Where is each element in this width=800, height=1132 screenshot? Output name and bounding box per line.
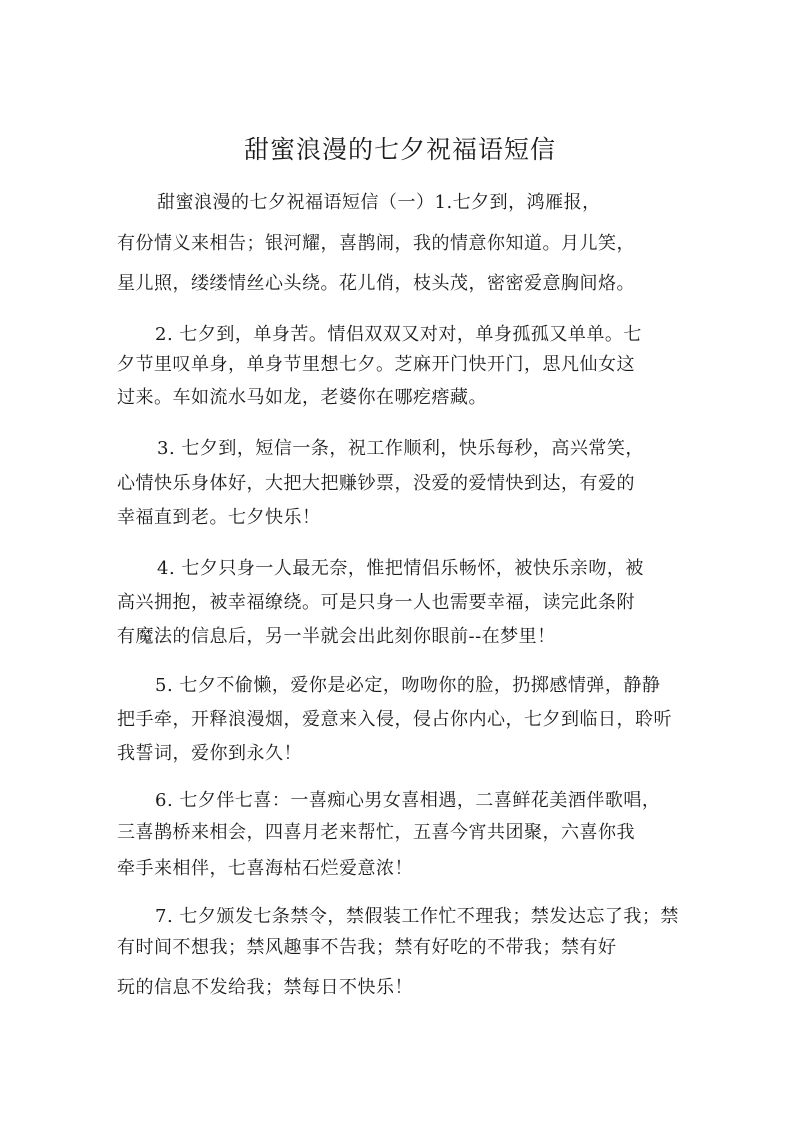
paragraph-2-line-1: 2. 七夕到，单身苦。情侣双双又对对，单身孤孤又单单。七 [155,324,642,345]
paragraph-6-line-2: 三喜鹊桥来相会，四喜月老来帮忙，五喜今宵共团聚，六喜你我 [117,822,635,843]
paragraph-1-line-1: 甜蜜浪漫的七夕祝福语短信（一）1.七夕到，鸿雁报， [157,192,601,213]
paragraph-7-line-1: 7. 七夕颁发七条禁令，禁假装工作忙不理我；禁发达忘了我；禁 [155,906,679,927]
paragraph-6-line-1: 6. 七夕伴七喜：一喜痴心男女喜相遇，二喜鲜花美酒伴歌唱， [155,790,661,811]
paragraph-7-line-2: 有时间不想我；禁风趣事不告我；禁有好吃的不带我；禁有好 [117,937,617,958]
paragraph-5-line-2: 把手牵，开释浪漫烟，爱意来入侵，侵占你内心，七夕到临日，聆听 [117,709,672,730]
paragraph-5-line-1: 5. 七夕不偷懒，爱你是必定，吻吻你的脸，扔掷感情弹，静静 [155,675,661,696]
paragraph-4-line-3: 有魔法的信息后，另一半就会出此刻你眼前--在梦里！ [117,626,556,647]
paragraph-1-line-3: 星儿照，缕缕情丝心头绕。花儿俏，枝头茂，密密爱意胸间烙。 [117,273,635,294]
paragraph-4-line-1: 4. 七夕只身一人最无奈，惟把情侣乐畅怀，被快乐亲吻，被 [157,558,644,579]
document-title: 甜蜜浪漫的七夕祝福语短信 [243,135,556,164]
paragraph-2-line-3: 过来。车如流水马如龙，老婆你在哪疙瘩藏。 [117,387,487,408]
paragraph-3-line-2: 心情快乐身体好，大把大把赚钞票，没爱的爱情快到达，有爱的 [117,473,635,494]
paragraph-3-line-1: 3. 七夕到，短信一条，祝工作顺利，快乐每秒，高兴常笑， [157,438,644,459]
paragraph-3-line-3: 幸福直到老。七夕快乐！ [117,507,321,528]
paragraph-1-line-2: 有份情义来相告；银河耀，喜鹊闹，我的情意你知道。月儿笑， [117,233,635,254]
paragraph-6-line-3: 牵手来相伴，七喜海枯石烂爱意浓！ [117,858,413,879]
paragraph-7-line-3: 玩的信息不发给我；禁每日不快乐！ [117,977,413,998]
paragraph-4-line-2: 高兴拥抱，被幸福缭绕。可是只身一人也需要幸福，读完此条附 [117,592,635,613]
paragraph-2-line-2: 夕节里叹单身，单身节里想七夕。芝麻开门快开门，思凡仙女这 [117,354,635,375]
paragraph-5-line-3: 我誓词，爱你到永久！ [117,743,302,764]
